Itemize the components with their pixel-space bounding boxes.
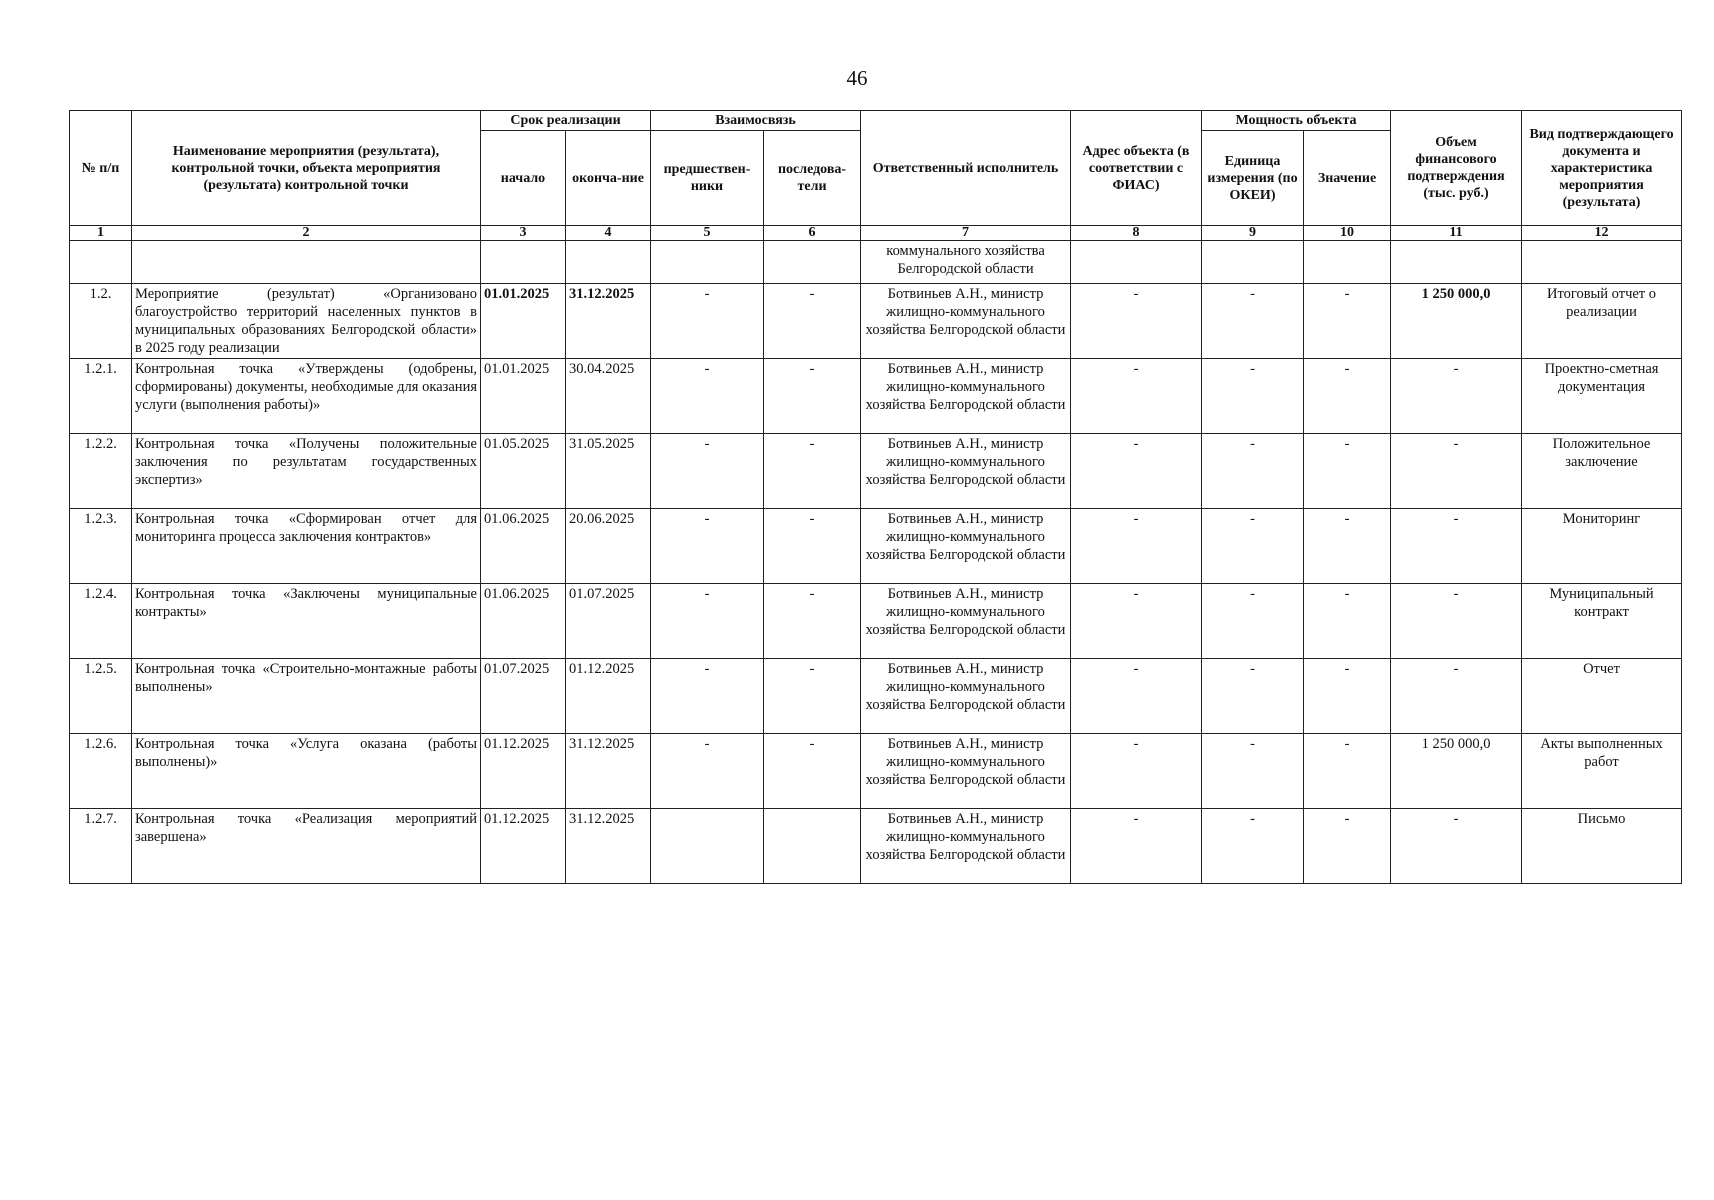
cell-prev: - [651, 434, 764, 509]
column-number: 6 [764, 226, 861, 241]
cell-finance [1391, 241, 1522, 284]
cell-responsible: Ботвиньев А.Н., министр жилищно-коммунального хозяйства Белгородской области [861, 734, 1071, 809]
column-number: 2 [132, 226, 481, 241]
cell-next: - [764, 359, 861, 434]
cell-name: Мероприятие (результат) «Организовано благоустройство территорий населенных пунктов в муниципальных образованиях Белгородской области» в 2025 году реализации [132, 284, 481, 359]
cell-end: 20.06.2025 [566, 509, 651, 584]
cell-start: 01.12.2025 [481, 734, 566, 809]
cell-unit: - [1202, 434, 1304, 509]
cell-finance: 1 250 000,0 [1391, 734, 1522, 809]
cell-prev [651, 809, 764, 884]
cell-address: - [1071, 809, 1202, 884]
cell-next: - [764, 659, 861, 734]
cell-next: - [764, 284, 861, 359]
cell-responsible: Ботвиньев А.Н., министр жилищно-коммунального хозяйства Белгородской области [861, 359, 1071, 434]
cell-value: - [1304, 359, 1391, 434]
cell-address: - [1071, 509, 1202, 584]
table-row [70, 809, 1682, 884]
cell-end [566, 241, 651, 284]
header-unit: Единица измерения (по ОКЕИ) [1202, 131, 1304, 226]
table-row [70, 284, 1682, 359]
cell-no: 1.2.6. [70, 734, 132, 809]
cell-doc [1522, 241, 1682, 284]
cell-finance: 1 250 000,0 [1391, 284, 1522, 359]
cell-unit: - [1202, 359, 1304, 434]
cell-address: - [1071, 359, 1202, 434]
cell-start: 01.05.2025 [481, 434, 566, 509]
cell-unit: - [1202, 509, 1304, 584]
cell-responsible: Ботвиньев А.Н., министр жилищно-коммунального хозяйства Белгородской области [861, 434, 1071, 509]
cell-no: 1.2.7. [70, 809, 132, 884]
cell-end: 01.12.2025 [566, 659, 651, 734]
table-row [70, 584, 1682, 659]
cell-end: 31.12.2025 [566, 734, 651, 809]
continuation-row [70, 241, 1682, 284]
cell-name [132, 241, 481, 284]
cell-finance: - [1391, 659, 1522, 734]
cell-unit [1202, 241, 1304, 284]
header-term: Срок реализации [481, 111, 651, 131]
column-number: 4 [566, 226, 651, 241]
header-no: № п/п [70, 111, 132, 226]
cell-next [764, 241, 861, 284]
cell-finance: - [1391, 809, 1522, 884]
cell-end: 31.05.2025 [566, 434, 651, 509]
column-number: 8 [1071, 226, 1202, 241]
cell-finance: - [1391, 584, 1522, 659]
column-number: 10 [1304, 226, 1391, 241]
cell-prev: - [651, 734, 764, 809]
cell-value: - [1304, 434, 1391, 509]
cell-doc: Проектно-сметная документация [1522, 359, 1682, 434]
cell-doc: Письмо [1522, 809, 1682, 884]
cell-address [1071, 241, 1202, 284]
table-row [70, 434, 1682, 509]
cell-no: 1.2.4. [70, 584, 132, 659]
cell-address: - [1071, 284, 1202, 359]
cell-value: - [1304, 584, 1391, 659]
cell-prev: - [651, 359, 764, 434]
column-number: 3 [481, 226, 566, 241]
table-row [70, 734, 1682, 809]
cell-no [70, 241, 132, 284]
header-term-start: начало [481, 131, 566, 226]
cell-next: - [764, 584, 861, 659]
cell-no: 1.2.2. [70, 434, 132, 509]
column-number: 9 [1202, 226, 1304, 241]
cell-name: Контрольная точка «Строительно-монтажные работы выполнены» [132, 659, 481, 734]
cell-next: - [764, 734, 861, 809]
cell-name: Контрольная точка «Услуга оказана (работы выполнены)» [132, 734, 481, 809]
column-number: 11 [1391, 226, 1522, 241]
cell-unit: - [1202, 584, 1304, 659]
cell-value: - [1304, 284, 1391, 359]
cell-end: 01.07.2025 [566, 584, 651, 659]
cell-address: - [1071, 659, 1202, 734]
cell-end: 30.04.2025 [566, 359, 651, 434]
cell-responsible: Ботвиньев А.Н., министр жилищно-коммунального хозяйства Белгородской области [861, 659, 1071, 734]
cell-finance: - [1391, 359, 1522, 434]
cell-next: - [764, 434, 861, 509]
cell-doc: Отчет [1522, 659, 1682, 734]
cell-finance: - [1391, 509, 1522, 584]
cell-name: Контрольная точка «Заключены муниципальные контракты» [132, 584, 481, 659]
header-name: Наименование мероприятия (результата), контрольной точки, объекта мероприятия (результата) контрольной точки [132, 111, 481, 226]
cell-doc: Мониторинг [1522, 509, 1682, 584]
cell-doc: Итоговый отчет о реализации [1522, 284, 1682, 359]
header-link: Взаимосвязь [651, 111, 861, 131]
cell-start: 01.06.2025 [481, 509, 566, 584]
cell-doc: Акты выполненных работ [1522, 734, 1682, 809]
header-responsible: Ответственный исполнитель [861, 111, 1071, 226]
column-number: 12 [1522, 226, 1682, 241]
header-capacity: Мощность объекта [1202, 111, 1391, 131]
cell-address: - [1071, 734, 1202, 809]
cell-name: Контрольная точка «Утверждены (одобрены, сформированы) документы, необходимые для оказания услуги (выполнения работы)» [132, 359, 481, 434]
column-number: 7 [861, 226, 1071, 241]
header-link-next: последова-тели [764, 131, 861, 226]
cell-prev [651, 241, 764, 284]
cell-responsible: Ботвиньев А.Н., министр жилищно-коммунального хозяйства Белгородской области [861, 584, 1071, 659]
implementation-plan-table [69, 110, 1682, 884]
cell-prev: - [651, 284, 764, 359]
cell-responsible: коммунального хозяйства Белгородской области [861, 241, 1071, 284]
cell-start: 01.01.2025 [481, 284, 566, 359]
cell-value [1304, 241, 1391, 284]
table-row [70, 359, 1682, 434]
cell-start: 01.06.2025 [481, 584, 566, 659]
cell-prev: - [651, 659, 764, 734]
cell-end: 31.12.2025 [566, 284, 651, 359]
cell-unit: - [1202, 734, 1304, 809]
cell-doc: Муниципальный контракт [1522, 584, 1682, 659]
cell-value: - [1304, 734, 1391, 809]
header-value: Значение [1304, 131, 1391, 226]
header-address: Адрес объекта (в соответствии с ФИАС) [1071, 111, 1202, 226]
cell-value: - [1304, 659, 1391, 734]
cell-no: 1.2.5. [70, 659, 132, 734]
cell-responsible: Ботвиньев А.Н., министр жилищно-коммунального хозяйства Белгородской области [861, 284, 1071, 359]
cell-address: - [1071, 584, 1202, 659]
cell-name: Контрольная точка «Реализация мероприятий завершена» [132, 809, 481, 884]
header-term-end: оконча-ние [566, 131, 651, 226]
table-row [70, 509, 1682, 584]
cell-end: 31.12.2025 [566, 809, 651, 884]
cell-unit: - [1202, 809, 1304, 884]
cell-responsible: Ботвиньев А.Н., министр жилищно-коммунального хозяйства Белгородской области [861, 509, 1071, 584]
cell-unit: - [1202, 284, 1304, 359]
cell-start [481, 241, 566, 284]
cell-address: - [1071, 434, 1202, 509]
header-link-prev: предшествен-ники [651, 131, 764, 226]
cell-next: - [764, 509, 861, 584]
cell-start: 01.01.2025 [481, 359, 566, 434]
cell-no: 1.2.1. [70, 359, 132, 434]
cell-finance: - [1391, 434, 1522, 509]
column-number: 1 [70, 226, 132, 241]
page-number: 46 [846, 66, 868, 90]
header-finance: Объем финансового подтверждения (тыс. руб.) [1391, 111, 1522, 226]
cell-no: 1.2. [70, 284, 132, 359]
table-row [70, 659, 1682, 734]
cell-doc: Положительное заключение [1522, 434, 1682, 509]
cell-value: - [1304, 809, 1391, 884]
cell-start: 01.07.2025 [481, 659, 566, 734]
cell-unit: - [1202, 659, 1304, 734]
cell-prev: - [651, 584, 764, 659]
cell-value: - [1304, 509, 1391, 584]
cell-start: 01.12.2025 [481, 809, 566, 884]
cell-name: Контрольная точка «Получены положительные заключения по результатам государственных экспертиз» [132, 434, 481, 509]
cell-name: Контрольная точка «Сформирован отчет для мониторинга процесса заключения контрактов» [132, 509, 481, 584]
cell-next [764, 809, 861, 884]
cell-responsible: Ботвиньев А.Н., министр жилищно-коммунального хозяйства Белгородской области [861, 809, 1071, 884]
cell-prev: - [651, 509, 764, 584]
column-number: 5 [651, 226, 764, 241]
header-doc-type: Вид подтверждающего документа и характеристика мероприятия (результата) [1522, 111, 1682, 226]
cell-no: 1.2.3. [70, 509, 132, 584]
